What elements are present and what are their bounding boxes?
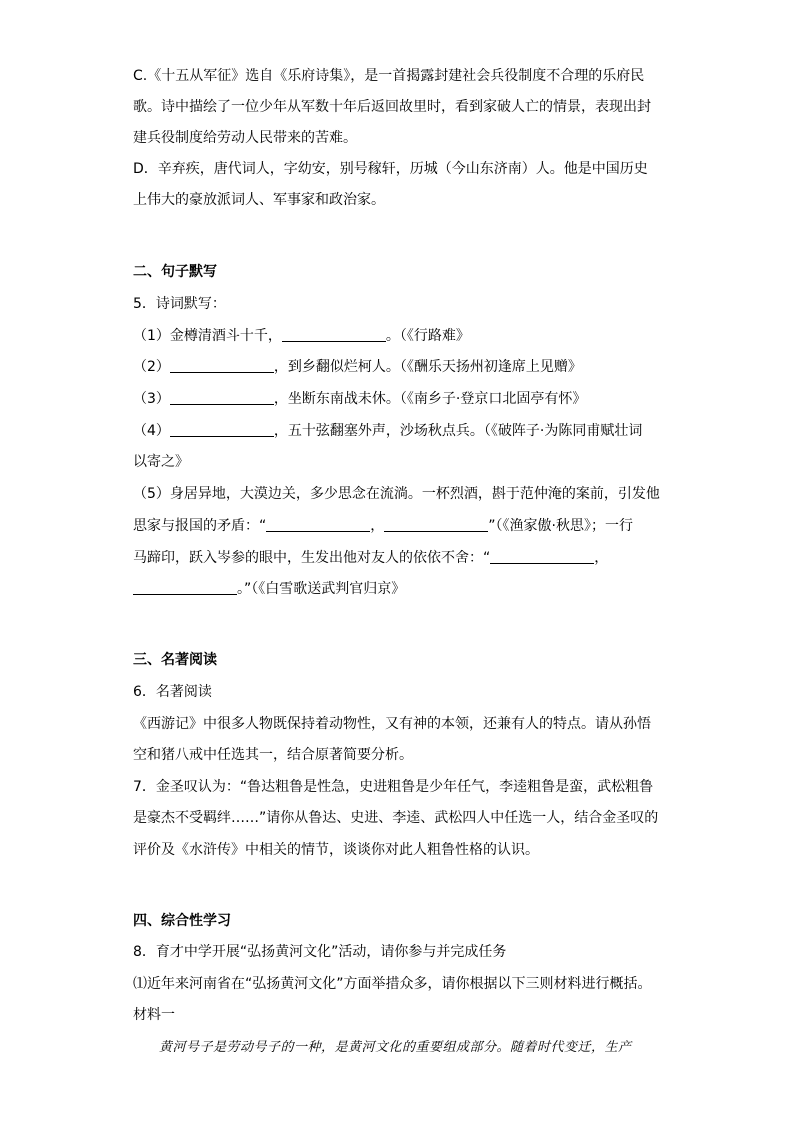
- answer-blank[interactable]: [384, 517, 488, 532]
- answer-blank[interactable]: [490, 549, 594, 564]
- q5-item-2: （2） ，到乡翻似烂柯人。（《酬乐天扬州初逢席上见赠》: [133, 359, 582, 375]
- answer-blank[interactable]: [282, 327, 386, 342]
- question-7-line1: 7．金圣叹认为：“鲁达粗鲁是性急，史进粗鲁是少年任气，李逵粗鲁是蛮，武松粗鲁: [133, 779, 654, 795]
- question-8-title: 8．育才中学开展“弘扬黄河文化”活动，请你参与并完成任务: [133, 944, 507, 960]
- q5-item-5-line1: （5）身居异地，大漠边关，多少思念在流淌。一杯烈酒，斟于范仲淹的案前，引发他: [133, 486, 660, 502]
- material-1-text: 黄河号子是劳动号子的一种，是黄河文化的重要组成部分。随着时代变迁，生产: [159, 1040, 632, 1055]
- q5-item-4-cont: 以寄之》: [133, 454, 189, 470]
- option-d-line1: D．辛弃疾，唐代词人，字幼安，别号稼轩，历城（今山东济南）人。他是中国历史: [133, 161, 648, 177]
- question-8-part1: ⑴近年来河南省在“弘扬黄河文化”方面举措众多，请你根据以下三则材料进行概括。: [133, 976, 652, 992]
- question-6-line2: 空和猪八戒中任选其一，结合原著简要分析。: [133, 747, 413, 763]
- answer-blank[interactable]: [133, 580, 237, 595]
- q5-item-3: （3） ，坐断东南战未休。（《南乡子·登京口北固亭有怀》: [133, 391, 587, 407]
- question-5-title: 5．诗词默写：: [133, 296, 226, 312]
- section-heading-recitation: 二、句子默写: [133, 264, 217, 280]
- section-heading-classics: 三、名著阅读: [133, 652, 217, 668]
- q5-item-5-line2: 思家与报国的矛盾：“ ， ”（《渔家傲·秋思》；一行: [133, 518, 633, 534]
- section-heading-comprehensive: 四、综合性学习: [133, 913, 231, 929]
- answer-blank[interactable]: [170, 390, 274, 405]
- q5-item-5-line4: 。”（《白雪歌送武判官归京》: [133, 579, 405, 599]
- q5-item-4: （4） ，五十弦翻塞外声，沙场秋点兵。（《破阵子·为陈同甫赋壮词: [133, 423, 643, 439]
- option-d-line2: 上伟大的豪放派词人、军事家和政治家。: [133, 192, 385, 208]
- answer-blank[interactable]: [170, 358, 274, 373]
- q5-item-1: （1）金樽清酒斗十千， 。（《行路难》: [133, 328, 470, 344]
- option-c-line3: 建兵役制度给劳动人民带来的苦难。: [133, 130, 357, 146]
- question-6-line1: 《西游记》中很多人物既保持着动物性，又有神的本领，还兼有人的特点。请从孙悟: [133, 716, 651, 732]
- answer-blank[interactable]: [170, 422, 274, 437]
- answer-blank[interactable]: [266, 517, 370, 532]
- question-6-title: 6．名著阅读: [133, 684, 212, 700]
- question-7-line2: 是豪杰不受羁绊……”请你从鲁达、史进、李逵、武松四人中任选一人，结合金圣叹的: [133, 810, 659, 826]
- q5-item-5-line3: 马蹄印，跃入岑参的眼中，生发出他对友人的依依不舍：“ ，: [133, 550, 609, 566]
- option-c-line1: C.《十五从军征》选自《乐府诗集》，是一首揭露封建社会兵役制度不合理的乐府民: [133, 68, 645, 84]
- question-7-line3: 评价及《水浒传》中相关的情节，谈谈你对此人粗鲁性格的认识。: [133, 842, 539, 858]
- option-c-line2: 歌。诗中描绘了一位少年从军数十年后返回故里时，看到家破人亡的情景，表现出封: [133, 99, 651, 115]
- material-1-label: 材料一: [133, 1007, 175, 1023]
